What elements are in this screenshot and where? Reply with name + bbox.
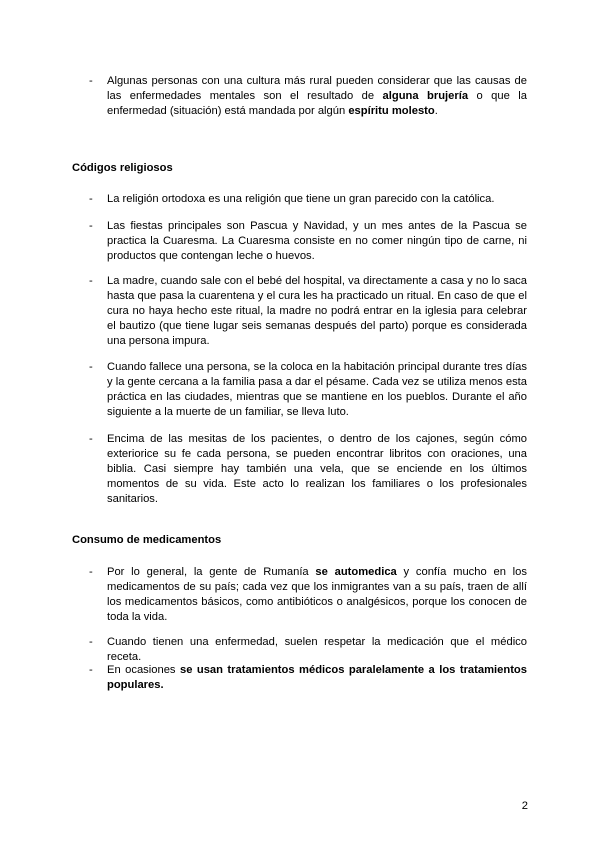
list-item-text: Cuando fallece una persona, se la coloca en la habitación principal durante tres días y la gente cercana a la familia pasa a dar el pésame. Cada vez se utiliza menos esta práctica en las ciudades, mientras que se mantiene en los pueblos. Durante el año siguiente a la muerte de un familiar, se lleva luto. <box>107 361 527 418</box>
list-item <box>89 635 527 665</box>
list-item-text: Encima de las mesitas de los pacientes, o dentro de los cajones, según cómo exteriorice su fe cada persona, se pueden encontrar libritos con oraciones, una biblia. Casi siempre hay también una vela, que se enciende en los últimos momentos de su vida. Este acto lo realizan los familiares o los profesionales sanitarios. <box>107 433 527 505</box>
section-heading: Consumo de medicamentos <box>72 534 222 546</box>
text-run: Algunas personas con una cultura más rural pueden considerar que las causas de las enfermedades mentales son el resultado de <box>107 75 527 102</box>
bullet-dash: - <box>89 75 93 87</box>
bullet-dash: - <box>89 193 93 205</box>
text-run: . <box>434 105 438 117</box>
list-item <box>89 219 527 264</box>
list-item <box>89 565 527 625</box>
bold-run: se automedica <box>315 566 397 578</box>
list-item <box>89 360 527 420</box>
list-item <box>89 192 527 207</box>
section-heading: Códigos religiosos <box>72 162 173 174</box>
list-item-text: Las fiestas principales son Pascua y Navidad, y un mes antes de la Pascua se practica la Cuaresma. La Cuaresma consiste en no comer ningún tipo de carne, ni productos que contengan leche o huevos. <box>107 220 527 262</box>
bullet-dash: - <box>89 566 93 578</box>
page-number: 2 <box>521 800 528 812</box>
text-run: o que la enfermedad (situación) está mandada por algún <box>107 90 527 117</box>
bullet-dash: - <box>89 361 93 373</box>
list-item <box>89 274 527 349</box>
bold-run: alguna brujería <box>382 90 469 102</box>
bullet-dash: - <box>89 275 93 287</box>
bullet-dash: - <box>89 220 93 232</box>
text-run: Por lo general, la gente de Rumanía <box>107 566 316 578</box>
list-item <box>89 663 527 693</box>
bullet-dash: - <box>89 433 93 445</box>
bullet-dash: - <box>89 636 93 648</box>
list-item-text <box>107 663 527 693</box>
bullet-dash: - <box>89 664 93 676</box>
list-item-text: La religión ortodoxa es una religión que tiene un gran parecido con la católica. <box>107 193 495 205</box>
list-item-text <box>107 565 527 625</box>
text-run: En ocasiones <box>107 664 180 676</box>
bold-run: se usan tratamientos médicos paralelamente a los tratamientos populares. <box>107 664 527 691</box>
list-item <box>89 432 527 507</box>
list-item-text <box>107 74 527 119</box>
list-item-text: La madre, cuando sale con el bebé del hospital, va directamente a casa y no lo saca hasta que pasa la cuarentena y el cura les ha practicado un ritual. En caso de que el cura no haya hecho este ritual, la madre no podrá entrar en la iglesia para celebrar el bautizo (que tiene lugar seis semanas después del parto) porque es considerada una persona impura. <box>107 275 527 347</box>
bold-run: espíritu molesto <box>348 105 435 117</box>
list-item <box>89 74 527 119</box>
text-run: y confía mucho en los medicamentos de su país; cada vez que los inmigrantes van a su país, traen de allí los medicamentos básicos, como antibióticos o analgésicos, porque los conocen de toda la vida. <box>107 566 527 623</box>
list-item-text: Cuando tienen una enfermedad, suelen respetar la medicación que el médico receta. <box>107 636 527 663</box>
